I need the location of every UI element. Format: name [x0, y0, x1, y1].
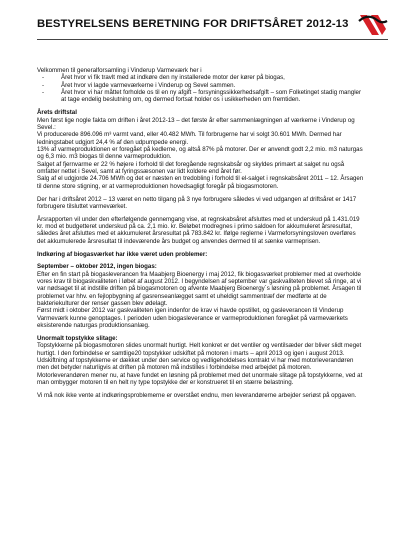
page-header — [37, 12, 388, 40]
intro-bullet: - Året hvor vi lagde varmeværkerne i Vinderup og Sevel sammen. — [37, 82, 364, 89]
page-title: BESTYRELSENS BERETNING FOR DRIFTSÅRET 2012-13 — [37, 18, 349, 30]
paragraph: Motorleverandøren mener nu, at have fundet en løsning på problemet med det unormale slitage på topstykkerne, ved at man ombygger motoren til en helt ny type topstykke der er konstrueret til en stærre belastning. — [37, 371, 363, 387]
paragraph: Vi må nok ikke vente at indkøringsproblemerne er overstået endnu, men leverandørerne arbejder seriøst på opgaven. — [37, 391, 357, 399]
intro-bullet-list — [37, 74, 364, 103]
paragraph: Der har i driftsåret 2012 – 13 været en netto tilgang på 3 nye forbrugere således vi ved udgangen af driftsåret er 1417 forbrugere tilsluttet varmeværket. — [37, 195, 357, 210]
paragraph: Salget af fjernvarme er 22 % højere i forhold til det foregående regnskabsår og skyldes primært at salget nu også omfatter nettet i Sevel, samt at fyringssæsonen var lidt koldere end året før. — [37, 160, 345, 175]
paragraph: Efter en fin start på biogasleverancen fra Maabjerg Bioenergy i maj 2012, fik biogasværket problemer med at overholde vores krav til biogaskvaliteten i løbet af august 2012. I begyndelsen af september var gaskvaliteten blevet så ringe, at vi var nødsaget til at indstille driften på biogasmotoren og afvente Maabjerg Bioenergy´s løsning på problemet. Årsagen til problemet var hhv. en fejlopbygning af gasrenseanlægget samt et uheldigt sammentræf der medførte at de bakteriekulturer der renser gassen blev ødelagt. — [37, 270, 362, 308]
paragraph: 13% af varmeproduktionen er foregået på kedlerne, og altså 87% på motorer. Der er anvendt godt 2,2 mio. m3 naturgas og 6,3 mio. m3 biogas til denne varmeproduktion. — [37, 145, 363, 161]
header-divider — [37, 39, 388, 40]
intro-bullet: - Året hvor vi fik travlt med at indkøre den ny installerede motor der kører på biogas, — [37, 74, 364, 81]
section-heading-ingen-biogas: September – oktober 2012, ingen biogas: — [37, 263, 157, 271]
paragraph: Men først lige nogle fakta om driften i året 2012-13 – det første år efter sammenlægningen af værkerne i Vinderup og Sevel.: — [37, 116, 355, 131]
paragraph: Årsrapporten vil under den efterfølgende gennemgang vise, at regnskabsåret afsluttes med et underskud på 1.431.019 kr. mod et budgetteret underskud på ca. 2,1 mio. kr. Beløbet modregnes i primo saldoen for akkumuleret årsresultat, således året afsluttes med et akkumuleret årsresultat på 783.842 kr. Ifølge reglerne i Varmeforsyningsloven overføres det akkumulerede årsresultat til indeværende års budget og anvendes dermed til at sænke varmeprisen. — [37, 215, 360, 245]
intro-bullet: - Året hvor vi har måttet forholde os til en ny afgift – forsyningssikkerhedsafgift – som Folketinget stadig mangler at tage endelig beslutning om, og dermed fortsat holder os i usikkerheden om fremtiden. — [37, 89, 364, 104]
section-heading-driftstal: Årets driftstal — [37, 109, 77, 117]
section-heading-topstykke-slitage: Unormalt topstykke slitage: — [37, 335, 118, 342]
paragraph: Topstykkerne på biogasmotoren slides unormalt hurtigt. Helt konkret er det ventiler og ventilsæder der bliver slidt meget hurtigt. I den forbindelse er samtlige20 topstykker udskiftet på motoren i marts – april 2013 og igen i august 2013. Udskiftning af topstykkerne er dækket under den service og vedligeholdelses kontrakt vi har med motorleverandøren men det betyder naturligvis at driften på motoren må indstilles i forbindelse med arbejdet på motoren. — [37, 342, 362, 372]
document-body — [37, 67, 364, 399]
section-heading-indkoering: Indkøring af biogasværket har ikke været uden problemer: — [37, 250, 208, 258]
paragraph: Først midt i oktober 2012 var gaskvaliteten igen indenfor de krav vi havde opstillet, og gasleverancen til Vinderup Varmeværk kunne genoptages. I perioden uden biogasleverance er varmeproduktionen foregået på varmeværkets eksisterende naturgas produktionsanlæg. — [37, 307, 348, 330]
paragraph: Salg af el udgjorde 24.706 MWh og det er næsten en tredobling i forhold til el-salget i regnskabsåret 2011 – 12. Årsagen til denne store stigning, er at varmeproduktionen hovedsagligt foregår på biogasmotoren. — [37, 175, 364, 190]
paragraph: Vi producerede 896.096 m³ varmt vand, eller 40.482 MWh. Til forbrugerne har vi solgt 30.601 MWh. Dermed har ledningstabet udgjort 24,4 % af den udpumpede energi. — [37, 131, 342, 146]
vinderup-varmevaerk-logo-icon — [358, 12, 388, 38]
greeting-text: Velkommen til generalforsamling i Vinderup Varmeværk her i — [37, 67, 202, 74]
